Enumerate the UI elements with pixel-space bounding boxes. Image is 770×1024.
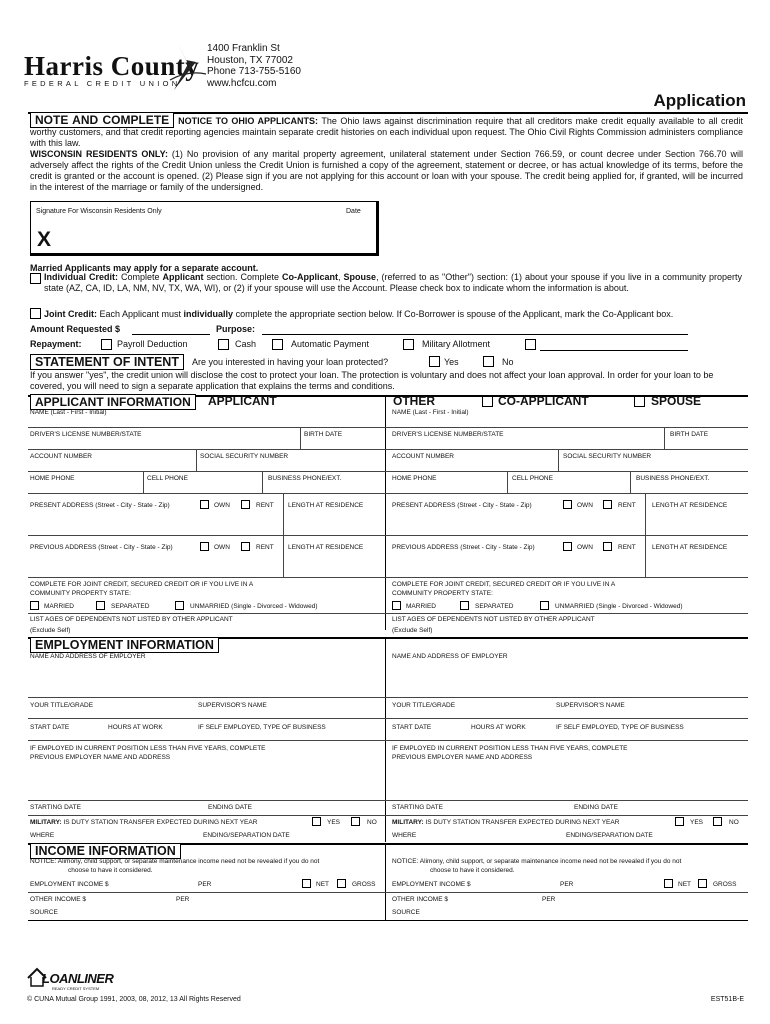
col-rule <box>558 449 559 471</box>
other-gross-label: GROSS <box>713 881 737 888</box>
row-rule <box>28 892 385 893</box>
applicant-present-rent-label: RENT <box>256 502 274 509</box>
other-income-per-field[interactable]: PER <box>560 881 574 888</box>
applicant-other-income-field[interactable]: OTHER INCOME $ <box>30 896 86 903</box>
applicant-separation-date-field[interactable]: ENDING/SEPARATION DATE <box>203 832 290 839</box>
other-previous-own-checkbox[interactable] <box>563 542 572 551</box>
other-separated-label: SEPARATED <box>475 603 514 610</box>
applicant-ssn-field[interactable]: SOCIAL SECURITY NUMBER <box>200 453 289 460</box>
individual-credit-lead: Individual Credit: <box>44 272 118 282</box>
applicant-gross-checkbox[interactable] <box>337 879 346 888</box>
other-previous-length-field[interactable]: LENGTH AT RESIDENCE <box>652 544 728 551</box>
row-rule <box>28 740 385 741</box>
applicant-transfer-no-label: NO <box>367 819 377 826</box>
wisconsin-signature-box[interactable] <box>30 201 379 256</box>
row-rule <box>385 815 748 816</box>
other-income-notice-1: NOTICE: Alimony, child support, or separate maintenance income need not be revealed if you do not <box>392 858 682 865</box>
applicant-employer-field[interactable]: NAME AND ADDRESS OF EMPLOYER <box>30 653 146 660</box>
other-prev-employer-line-2: PREVIOUS EMPLOYER NAME AND ADDRESS <box>392 754 533 761</box>
individual-text-2: section. Complete <box>203 272 283 282</box>
other-joint-line-1: COMPLETE FOR JOINT CREDIT, SECURED CREDIT OR IF YOU LIVE IN A <box>392 581 616 588</box>
other-transfer-no-checkbox[interactable] <box>713 817 722 826</box>
row-rule <box>385 718 748 719</box>
row-rule <box>385 427 748 428</box>
address-street: 1400 Franklin St <box>207 43 280 54</box>
military-allotment-label: Military Allotment <box>422 339 491 349</box>
applicant-where-field[interactable]: WHERE <box>30 832 55 839</box>
spouse-label: SPOUSE <box>651 394 702 408</box>
col-rule <box>507 471 508 493</box>
row-rule <box>385 577 748 578</box>
other-unmarried-label: UNMARRIED (Single - Divorced - Widowed) <box>555 603 683 610</box>
individual-text-4: , (referred to as "Other") section: (1) about your spouse if you live in a community property state (AZ, CA, ID, LA, NM, NV, TX, WA, WI), or (2) if your spouse will use the Account. Please check box to indicate whom the information is about. <box>44 272 742 293</box>
individual-text-3: , <box>338 272 344 282</box>
applicant-name-field[interactable]: NAME (Last - First - Initial) <box>30 409 107 416</box>
other-joint-line-2: COMMUNITY PROPERTY STATE: <box>392 590 493 597</box>
logo-subtitle: FEDERAL CREDIT UNION <box>24 79 181 88</box>
loanliner-logo-subtitle: READY CREDIT SYSTEM <box>52 986 100 991</box>
applicant-employment-income-field[interactable]: EMPLOYMENT INCOME $ <box>30 881 109 888</box>
applicant-net-label: NET <box>316 881 329 888</box>
col-rule <box>630 471 631 493</box>
logo-swoosh-icon <box>168 40 208 92</box>
other-account-field[interactable]: ACCOUNT NUMBER <box>392 453 454 460</box>
col-rule <box>283 535 284 577</box>
other-married-label: MARRIED <box>406 603 436 610</box>
applicant-home-phone-field[interactable]: HOME PHONE <box>30 475 75 482</box>
other-other-income-field[interactable]: OTHER INCOME $ <box>392 896 448 903</box>
col-rule <box>143 471 144 493</box>
col-rule <box>262 471 263 493</box>
other-hours-field[interactable]: HOURS AT WORK <box>471 724 526 731</box>
other-dependents-note: (Exclude Self) <box>392 627 433 634</box>
amount-requested-field[interactable] <box>132 334 210 335</box>
applicant-label: APPLICANT <box>208 394 277 408</box>
applicant-present-own-checkbox[interactable] <box>200 500 209 509</box>
other-employment-income-field[interactable]: EMPLOYMENT INCOME $ <box>392 881 471 888</box>
other-present-rent-checkbox[interactable] <box>603 500 612 509</box>
center-divider <box>385 395 386 630</box>
individual-credit-checkbox[interactable] <box>30 273 41 284</box>
row-rule <box>385 471 748 472</box>
applicant-dependents-label[interactable]: LIST AGES OF DEPENDENTS NOT LISTED BY OTHER APPLICANT <box>30 616 233 623</box>
protection-no-checkbox[interactable] <box>483 356 494 367</box>
purpose-label: Purpose: <box>216 324 256 334</box>
automatic-payment-checkbox[interactable] <box>272 339 283 350</box>
signature-label: Signature For Wisconsin Residents Only <box>36 208 162 215</box>
applicant-transfer-yes-checkbox[interactable] <box>312 817 321 826</box>
applicant-other-income-per-field[interactable]: PER <box>176 896 190 903</box>
individual-bold-3: Spouse <box>343 272 377 282</box>
other-previous-rent-checkbox[interactable] <box>603 542 612 551</box>
applicant-birth-date-field[interactable]: BIRTH DATE <box>304 431 343 438</box>
applicant-military-lead: MILITARY: <box>30 819 62 826</box>
other-present-address-field[interactable]: PRESENT ADDRESS (Street - City - State - Zip) <box>392 502 532 509</box>
individual-text-1: Complete <box>118 272 163 282</box>
other-present-rent-label: RENT <box>618 502 636 509</box>
applicant-transfer-yes-label: YES <box>327 819 341 826</box>
applicant-previous-length-field[interactable]: LENGTH AT RESIDENCE <box>288 544 364 551</box>
applicant-previous-rent-label: RENT <box>256 544 274 551</box>
wisconsin-notice-lead: WISCONSIN RESIDENTS ONLY: <box>30 149 168 159</box>
other-previous-address-field[interactable]: PREVIOUS ADDRESS (Street - City - State - Zip) <box>392 544 535 551</box>
applicant-married-label: MARRIED <box>44 603 74 610</box>
other-military-question <box>392 819 619 826</box>
row-rule <box>385 740 748 741</box>
applicant-start-date-field[interactable]: START DATE <box>30 724 70 731</box>
other-source-field[interactable]: SOURCE <box>392 909 420 916</box>
applicant-joint-line-1: COMPLETE FOR JOINT CREDIT, SECURED CREDIT OR IF YOU LIVE IN A <box>30 581 254 588</box>
spouse-checkbox[interactable] <box>634 396 645 407</box>
notice-block <box>30 113 743 193</box>
automatic-payment-label: Automatic Payment <box>291 339 370 349</box>
joint-credit-checkbox[interactable] <box>30 308 41 319</box>
applicant-present-length-field[interactable]: LENGTH AT RESIDENCE <box>288 502 364 509</box>
applicant-prev-employer-line-2: PREVIOUS EMPLOYER NAME AND ADDRESS <box>30 754 171 761</box>
other-transfer-no-label: NO <box>729 819 739 826</box>
other-separated-checkbox[interactable] <box>460 601 469 610</box>
applicant-military-question <box>30 819 257 826</box>
form-id: EST51B-E <box>710 996 744 1003</box>
signature-x-mark: X <box>37 228 52 251</box>
applicant-unmarried-checkbox[interactable] <box>175 601 184 610</box>
applicant-present-rent-checkbox[interactable] <box>241 500 250 509</box>
row-rule <box>28 697 385 698</box>
other-employer-field[interactable]: NAME AND ADDRESS OF EMPLOYER <box>392 653 508 660</box>
other-gross-checkbox[interactable] <box>698 879 707 888</box>
ohio-notice-text: The Ohio laws against discrimination require that all creditors make credit equally available to all credit worthy customers, and that credit reporting agencies maintain separate credit histories on each individual upon request. The Ohio Civil Rights Commission administers compliance with this law. <box>30 116 743 148</box>
row-rule <box>28 535 385 536</box>
other-dl-field[interactable]: DRIVER'S LICENSE NUMBER/STATE <box>392 431 504 438</box>
other-military-text: IS DUTY STATION TRANSFER EXPECTED DURING NEXT YEAR <box>423 819 620 826</box>
other-prev-employer-line-1[interactable]: IF EMPLOYED IN CURRENT POSITION LESS THAN FIVE YEARS, COMPLETE <box>392 745 628 752</box>
protection-yes-checkbox[interactable] <box>429 356 440 367</box>
row-rule <box>28 427 385 428</box>
purpose-field[interactable] <box>262 334 688 335</box>
other-birth-date-field[interactable]: BIRTH DATE <box>670 431 709 438</box>
credit-union-address <box>207 43 301 89</box>
other-other-income-per-field[interactable]: PER <box>542 896 556 903</box>
applicant-transfer-no-checkbox[interactable] <box>351 817 360 826</box>
applicant-prev-employer-line-1[interactable]: IF EMPLOYED IN CURRENT POSITION LESS THAN FIVE YEARS, COMPLETE <box>30 745 266 752</box>
joint-bold: individually <box>183 309 234 319</box>
other-business-phone-field[interactable]: BUSINESS PHONE/EXT. <box>636 475 710 482</box>
applicant-present-address-field[interactable]: PRESENT ADDRESS (Street - City - State - Zip) <box>30 502 170 509</box>
individual-bold-1: Applicant <box>162 272 204 282</box>
applicant-joint-line-2: COMMUNITY PROPERTY STATE: <box>30 590 131 597</box>
joint-credit-text <box>44 309 673 320</box>
applicant-separated-label: SEPARATED <box>111 603 150 610</box>
cash-label: Cash <box>235 339 257 349</box>
repayment-label: Repayment: <box>30 339 82 349</box>
military-allotment-checkbox[interactable] <box>403 339 414 350</box>
col-rule <box>645 493 646 535</box>
payroll-deduction-label: Payroll Deduction <box>117 339 188 349</box>
individual-bold-2: Co-Applicant <box>282 272 339 282</box>
applicant-cell-phone-field[interactable]: CELL PHONE <box>147 475 188 482</box>
joint-text-2: complete the appropriate section below. If Co-Borrower is spouse of the Applicant, mark the Co-Applicant box. <box>233 309 674 319</box>
applicant-dependents-note: (Exclude Self) <box>30 627 71 634</box>
row-rule <box>28 493 385 494</box>
protection-no-label: No <box>502 357 514 367</box>
other-self-employed-field[interactable]: IF SELF EMPLOYED, TYPE OF BUSINESS <box>556 724 684 731</box>
section-statement-of-intent: STATEMENT OF INTENT <box>30 354 184 370</box>
individual-credit-text <box>44 272 742 294</box>
other-separation-date-field[interactable]: ENDING/SEPARATION DATE <box>566 832 653 839</box>
other-transfer-yes-label: YES <box>690 819 704 826</box>
joint-text-1: Each Applicant must <box>97 309 184 319</box>
row-rule <box>28 471 385 472</box>
loanliner-logo-text: LOANLINER <box>42 971 114 986</box>
other-where-field[interactable]: WHERE <box>392 832 417 839</box>
other-present-length-field[interactable]: LENGTH AT RESIDENCE <box>652 502 728 509</box>
other-label: OTHER <box>393 394 435 408</box>
applicant-source-field[interactable]: SOURCE <box>30 909 58 916</box>
section-employment-information: EMPLOYMENT INFORMATION <box>30 637 219 653</box>
applicant-previous-rent-checkbox[interactable] <box>241 542 250 551</box>
other-military-lead: MILITARY: <box>392 819 424 826</box>
applicant-ending-date-field[interactable]: ENDING DATE <box>208 804 252 811</box>
other-present-own-checkbox[interactable] <box>563 500 572 509</box>
row-rule <box>385 892 748 893</box>
income-bottom-rule <box>28 920 748 921</box>
applicant-income-per-field[interactable]: PER <box>198 881 212 888</box>
row-rule <box>28 577 385 578</box>
other-cell-phone-field[interactable]: CELL PHONE <box>512 475 553 482</box>
copyright-text: © CUNA Mutual Group 1991, 2003, 08, 2012, 13 All Rights Reserved <box>27 996 241 1003</box>
other-net-checkbox[interactable] <box>664 879 673 888</box>
applicant-income-notice-2: choose to have it considered. <box>68 867 153 874</box>
col-rule <box>300 427 301 449</box>
applicant-hours-field[interactable]: HOURS AT WORK <box>108 724 163 731</box>
applicant-unmarried-label: UNMARRIED (Single - Divorced - Widowed) <box>190 603 318 610</box>
address-city: Houston, TX 77002 <box>207 54 293 66</box>
logo-name: Harris County <box>24 51 200 81</box>
applicant-business-phone-field[interactable]: BUSINESS PHONE/EXT. <box>268 475 342 482</box>
other-dependents-label[interactable]: LIST AGES OF DEPENDENTS NOT LISTED BY OTHER APPLICANT <box>392 616 595 623</box>
applicant-previous-address-field[interactable]: PREVIOUS ADDRESS (Street - City - State - Zip) <box>30 544 173 551</box>
income-center-divider <box>385 843 386 920</box>
signature-date-label: Date <box>346 208 361 215</box>
other-home-phone-field[interactable]: HOME PHONE <box>392 475 437 482</box>
row-rule <box>28 613 385 614</box>
applicant-separated-checkbox[interactable] <box>96 601 105 610</box>
other-repayment-field[interactable] <box>540 350 688 351</box>
row-rule <box>385 449 748 450</box>
col-rule <box>664 427 665 449</box>
other-ending-date-field[interactable]: ENDING DATE <box>574 804 618 811</box>
section-applicant-information: APPLICANT INFORMATION <box>30 394 196 410</box>
cash-checkbox[interactable] <box>218 339 229 350</box>
col-rule <box>645 535 646 577</box>
other-unmarried-checkbox[interactable] <box>540 601 549 610</box>
applicant-military-text: IS DUTY STATION TRANSFER EXPECTED DURING NEXT YEAR <box>61 819 258 826</box>
row-rule <box>385 613 748 614</box>
row-rule <box>385 535 748 536</box>
row-rule <box>28 800 385 801</box>
other-supervisor-field[interactable]: SUPERVISOR'S NAME <box>556 702 625 709</box>
applicant-previous-own-label: OWN <box>214 544 230 551</box>
applicant-title-field[interactable]: YOUR TITLE/GRADE <box>30 702 94 709</box>
other-previous-rent-label: RENT <box>618 544 636 551</box>
other-start-date-field[interactable]: START DATE <box>392 724 432 731</box>
col-rule <box>283 493 284 535</box>
other-net-label: NET <box>678 881 691 888</box>
col-rule <box>196 449 197 471</box>
row-rule <box>28 718 385 719</box>
other-repayment-checkbox[interactable] <box>525 339 536 350</box>
co-applicant-label: CO-APPLICANT <box>498 394 589 408</box>
payroll-deduction-checkbox[interactable] <box>101 339 112 350</box>
other-married-checkbox[interactable] <box>392 601 401 610</box>
applicant-dl-field[interactable]: DRIVER'S LICENSE NUMBER/STATE <box>30 431 142 438</box>
other-starting-date-field[interactable]: STARTING DATE <box>392 804 443 811</box>
address-website: www.hcfcu.com <box>207 77 277 89</box>
row-rule <box>28 815 385 816</box>
applicant-starting-date-field[interactable]: STARTING DATE <box>30 804 81 811</box>
applicant-previous-own-checkbox[interactable] <box>200 542 209 551</box>
applicant-gross-label: GROSS <box>352 881 376 888</box>
protection-yes-label: Yes <box>444 357 459 367</box>
co-applicant-checkbox[interactable] <box>482 396 493 407</box>
wisconsin-notice-text: (1) No provision of any marital property agreement, unilateral statement under Section 766.59, or count decree under Section 766.70 will adversely affect the rights of the Credit Union unless the Credit Union is furnished a copy of the agreement, statement or decree, or has actual knowledge of its terms, before the credit is granted or the account is opened. (2) Please sign if you are not applying for this account or loan with your spouse. The credit being applied for, if granted, will be incurred in the interest of the marriage or family of the undersigned. <box>30 149 744 192</box>
protection-explanation: If you answer "yes", the credit union will disclose the cost to protect your loan. The protection is voluntary and does not affect your loan approval. In order for your loan to be covered, you will need to sign a separate application that explains the terms and conditions. <box>30 370 714 391</box>
other-previous-own-label: OWN <box>577 544 593 551</box>
other-name-field[interactable]: NAME (Last - First - Initial) <box>392 409 469 416</box>
row-rule <box>385 800 748 801</box>
ohio-notice-lead: NOTICE TO OHIO APPLICANTS: <box>178 116 319 126</box>
address-phone: Phone 713-755-5160 <box>207 66 301 77</box>
other-present-own-label: OWN <box>577 502 593 509</box>
amount-requested-label: Amount Requested $ <box>30 324 121 334</box>
section-note-and-complete: NOTE AND COMPLETE <box>30 112 174 128</box>
applicant-account-field[interactable]: ACCOUNT NUMBER <box>30 453 92 460</box>
joint-credit-lead: Joint Credit: <box>44 309 97 319</box>
row-rule <box>385 493 748 494</box>
row-rule <box>28 449 385 450</box>
married-note: Married Applicants may apply for a separate account. <box>30 263 259 273</box>
other-transfer-yes-checkbox[interactable] <box>675 817 684 826</box>
applicant-present-own-label: OWN <box>214 502 230 509</box>
other-ssn-field[interactable]: SOCIAL SECURITY NUMBER <box>563 453 652 460</box>
other-title-field[interactable]: YOUR TITLE/GRADE <box>392 702 456 709</box>
row-rule <box>385 697 748 698</box>
section-income-information: INCOME INFORMATION <box>30 843 181 859</box>
loan-protection-question: Are you interested in having your loan protected? <box>192 357 389 367</box>
applicant-married-checkbox[interactable] <box>30 601 39 610</box>
applicant-self-employed-field[interactable]: IF SELF EMPLOYED, TYPE OF BUSINESS <box>198 724 326 731</box>
applicant-net-checkbox[interactable] <box>302 879 311 888</box>
page-title: Application <box>653 91 746 110</box>
other-income-notice-2: choose to have it considered. <box>430 867 515 874</box>
applicant-income-notice-1: NOTICE: Alimony, child support, or separate maintenance income need not be revealed if you do not <box>30 858 320 865</box>
applicant-supervisor-field[interactable]: SUPERVISOR'S NAME <box>198 702 267 709</box>
